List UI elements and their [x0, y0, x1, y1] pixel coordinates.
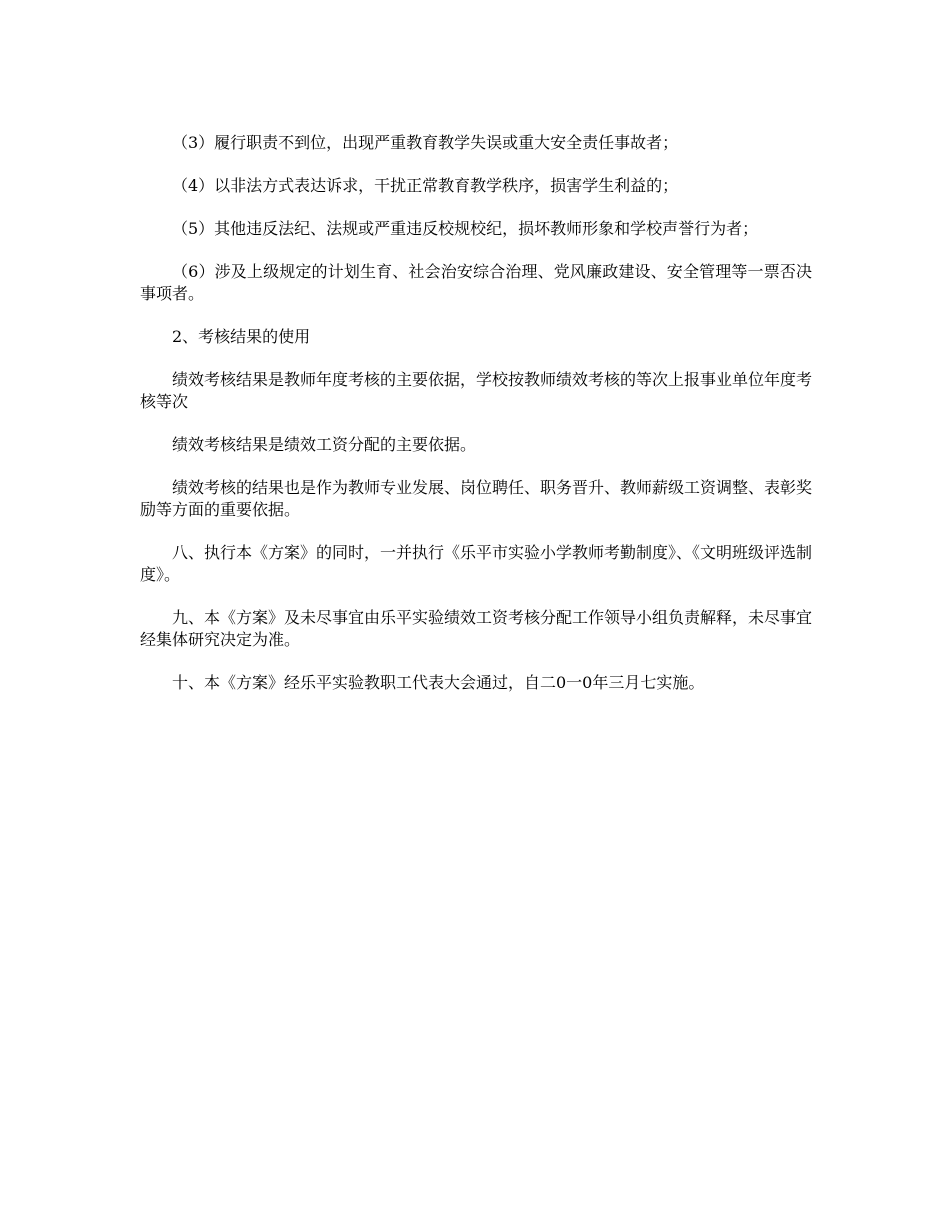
- paragraph-annual-assessment: 绩效考核结果是教师年度考核的主要依据，学校按教师绩效考核的等次上报事业单位年度考核等次: [140, 370, 813, 411]
- paragraph-professional-development: 绩效考核的结果也是作为教师专业发展、岗位聘任、职务晋升、教师薪级工资调整、表彰奖励等方面的重要依据。: [140, 478, 813, 519]
- paragraph-salary-distribution: 绩效考核结果是绩效工资分配的主要依据。: [172, 435, 477, 454]
- paragraph-clause-4: （4）以非法方式表达诉求，干扰正常教育教学秩序，损害学生利益的；: [172, 176, 679, 195]
- paragraph-clause-3: （3）履行职责不到位，出现严重教育教学失误或重大安全责任事故者；: [172, 133, 679, 152]
- section-heading-results-usage: 2、考核结果的使用: [172, 327, 311, 346]
- paragraph-clause-5: （5）其他违反法纪、法规或严重违反校规校纪，损坏教师形象和学校声誉行为者；: [172, 219, 759, 238]
- paragraph-clause-6: （6）涉及上级规定的计划生育、社会治安综合治理、党风廉政建设、安全管理等一票否决事项者。: [140, 262, 812, 303]
- document-body: [140, 132, 812, 715]
- paragraph-item-eight: 八、执行本《方案》的同时，一并执行《乐平市实验小学教师考勤制度》、《文明班级评选制度》。: [140, 543, 813, 584]
- paragraph-item-ten: 十、本《方案》经乐平实验教职工代表大会通过，自二0一0年三月七实施。: [172, 673, 705, 692]
- paragraph-item-nine: 九、本《方案》及未尽事宜由乐平实验绩效工资考核分配工作领导小组负责解释，未尽事宜经集体研究决定为准。: [140, 608, 813, 649]
